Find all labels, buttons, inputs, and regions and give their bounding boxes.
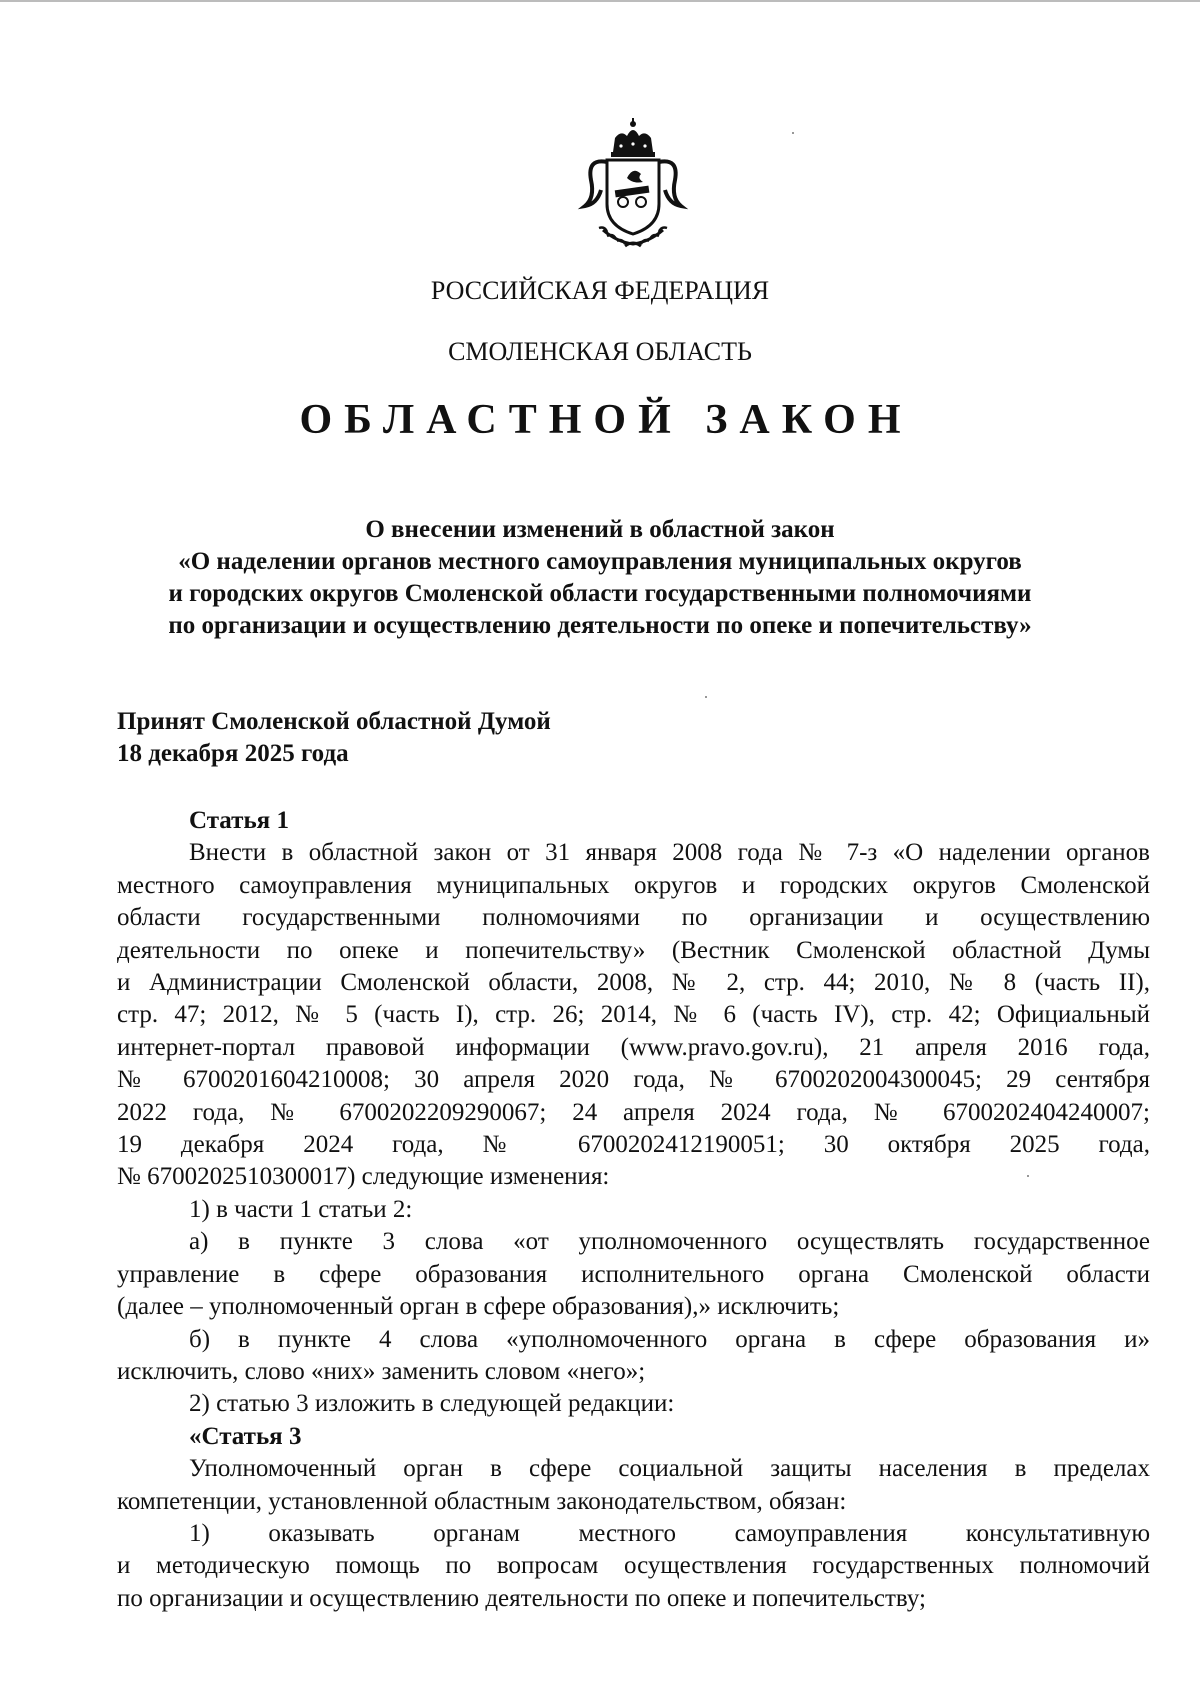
article-3-item-1-line: и методическую помощь по вопросам осуществления государственных полномочий — [117, 1552, 1150, 1580]
article-3-item-1-line: по организации и осуществлению деятельности по опеке и попечительству; — [117, 1584, 926, 1612]
country-name: РОССИЙСКАЯ ФЕДЕРАЦИЯ — [430, 276, 770, 305]
amendment-item-1b-line: б) в пункте 4 слова «уполномоченного органа в сфере образования и» — [189, 1325, 1150, 1353]
amendment-item-1a-line: управление в сфере образования исполнительного органа Смоленской области — [117, 1260, 1150, 1288]
intro-line: 19 декабря 2024 года, № 6700202412190051; 30 октября 2025 года, — [117, 1131, 1150, 1159]
scan-speck — [1027, 1175, 1029, 1177]
intro-line: интернет-портал правовой информации (www.pravo.gov.ru), 21 апреля 2016 года, — [117, 1033, 1150, 1061]
coat-of-arms-emblem — [577, 118, 689, 250]
article-1-heading: Статья 1 — [189, 807, 289, 834]
article-3-item-1-line: 1) оказывать органам местного самоуправления консультативную — [189, 1519, 1150, 1547]
intro-line: 2022 года, № 6700202209290067; 24 апреля 2024 года, № 6700202404240007; — [117, 1098, 1150, 1126]
law-title-line: по организации и осуществлению деятельности по опеке и попечительству» — [168, 612, 1032, 639]
intro-line: № 6700201604210008; 30 апреля 2020 года, № 6700202004300045; 29 сентября — [117, 1066, 1150, 1094]
law-title-line: «О наделении органов местного самоуправления муниципальных округов — [178, 548, 1022, 575]
intro-line: Внести в областной закон от 31 января 2008 года № 7-з «О наделении органов — [189, 839, 1150, 867]
amendment-item-1a-line: (далее – уполномоченный орган в сфере образования),» исключить; — [117, 1293, 840, 1321]
article-3-intro-line: Уполномоченный орган в сфере социальной защиты населения в пределах — [189, 1455, 1150, 1483]
law-body — [117, 805, 1150, 1615]
article-3-heading: «Статья 3 — [189, 1422, 302, 1450]
law-type-heading: ОБЛАСТНОЙ ЗАКОН — [299, 397, 913, 443]
adoption-date: 18 декабря 2025 года — [117, 740, 349, 767]
region-name: СМОЛЕНСКАЯ ОБЛАСТЬ — [448, 337, 752, 366]
amendment-item-2: 2) статью 3 изложить в следующей редакции: — [189, 1390, 675, 1418]
scan-speck — [792, 132, 794, 134]
article-3-intro-line: компетенции, установленной областным законодательством, обязан: — [117, 1487, 847, 1515]
scan-speck — [705, 696, 707, 698]
law-title — [100, 514, 1100, 642]
scan-top-edge — [0, 0, 1200, 2]
adoption-info — [117, 706, 551, 770]
law-title-line: и городских округов Смоленской области государственными полномочиями — [168, 580, 1032, 607]
amendment-item-1b-line: исключить, слово «них» заменить словом «него»; — [117, 1357, 646, 1385]
intro-line: стр. 47; 2012, № 5 (часть I), стр. 26; 2014, № 6 (часть IV), стр. 42; Официальный — [117, 1001, 1150, 1029]
intro-line: № 6700202510300017) следующие изменения: — [117, 1163, 610, 1191]
intro-line: и Администрации Смоленской области, 2008, № 2, стр. 44; 2010, № 8 (часть II), — [117, 969, 1150, 997]
intro-line: области государственными полномочиями по организации и осуществлению — [117, 904, 1150, 932]
amendment-item-1a-line: а) в пункте 3 слова «от уполномоченного осуществлять государственное — [189, 1228, 1150, 1256]
amendment-item-1: 1) в части 1 статьи 2: — [189, 1195, 413, 1223]
law-title-line: О внесении изменений в областной закон — [365, 516, 835, 543]
adopted-by: Принят Смоленской областной Думой — [117, 708, 551, 735]
intro-line: местного самоуправления муниципальных округов и городских округов Смоленской — [117, 871, 1150, 899]
intro-line: деятельности по опеке и попечительству» (Вестник Смоленской областной Думы — [117, 936, 1150, 964]
